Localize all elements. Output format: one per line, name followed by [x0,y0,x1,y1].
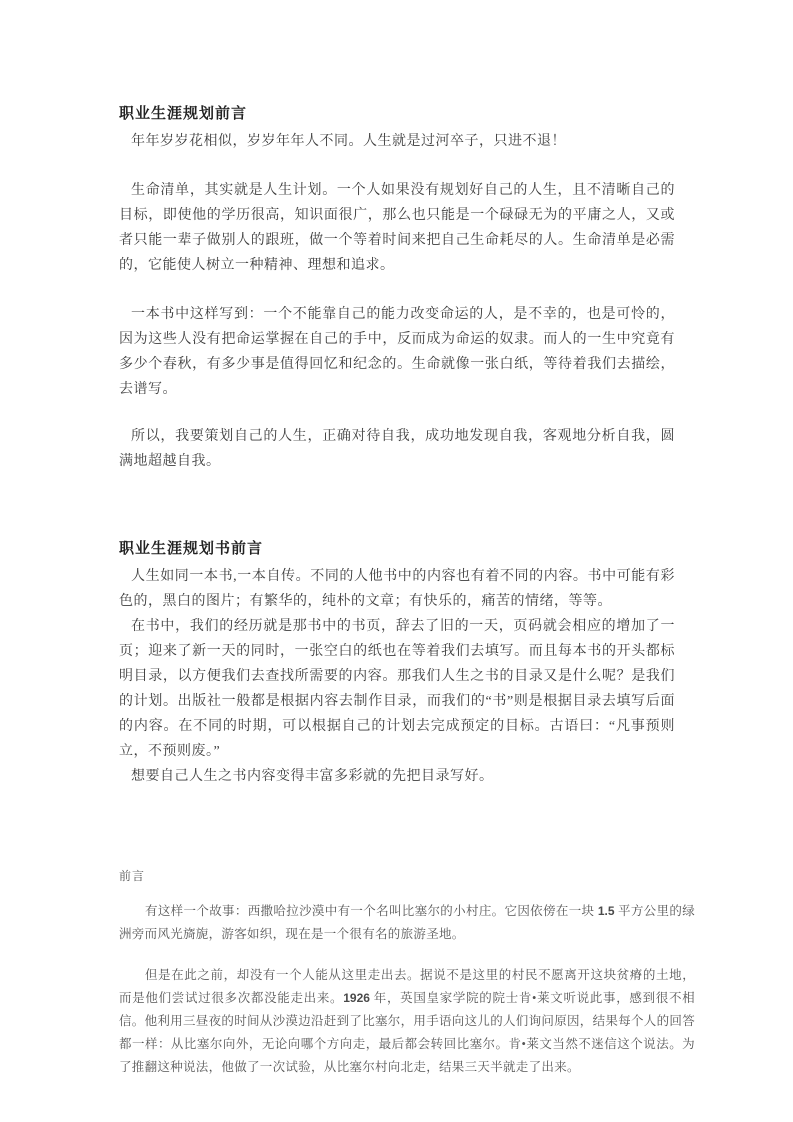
paragraph: 生命清单，其实就是人生计划。一个人如果没有规划好自己的人生，且不清晰自己的目标，即使他的学历很高，知识面很广，那么也只能是一个碌碌无为的平庸之人，又或者只能一辈子做别人的跟班，做一个等着时间来把自己生命耗尽的人。生命清单是必需的，它能使人树立一种精神、理想和追求。 [119,183,675,273]
text-run: 1.5 [597,904,615,918]
text-run: 有这样一个故事：西撒哈拉沙漠中有一个名叫比塞尔的小村庄。它因依傍在一块 [145,904,598,918]
text-run: 但是在此之前，却没有一个人能从这里走出去。据说不是这里的村民不愿离开这块贫瘠的土地，而是他们尝试过很多次都没能走出来。 [119,968,695,1005]
text-run: 1926 [343,991,370,1005]
paragraph: 在书中，我们的经历就是那书中的书页，辞去了旧的一天，页码就会相应的增加了一页；迎来了新一天的同时，一张空白的纸也在等着我们去填写。而且每本书的开头都标明目录，以方便我们去查找所需要的内容。那我们人生之书的目录又是什么呢？是我们的计划。出版社一般都是根据内容去制作目录，而我们的“书”则是根据目录去填写后面的内容。在不同的时期，可以根据自己的计划去完成预定的目标。古语曰：“凡事预则立，不预则废。” [119,619,675,759]
text-run: 平方公里的绿洲旁而风光旖旎，游客如织，现在是一个很有名的旅游圣地。 [119,904,695,941]
paragraph: 年年岁岁花相似，岁岁年年人不同。人生就是过河卒子，只进不退！ [131,134,566,149]
text-run: 年，英国皇家学院的院士肯•莱文听说此事，感到很不相信。他利用三昼夜的时间从沙漠边沿赶到了比塞尔，用手语向这儿的人们询问原因，结果每个人的回答都一样：从比塞尔向外，无论向哪个方向走，最后都会转回比塞尔。肯•莱文当然不迷信这个说法。为了推翻这种说法，他做了一次试验，从比塞尔村向北走，结果三天半就走了出来。 [119,991,696,1074]
paragraph [119,900,695,946]
paragraph [119,964,695,1079]
section3-heading: 前言 [119,869,146,883]
paragraph: 所以，我要策划自己的人生，正确对待自我，成功地发现自我，客观地分析自我，圆满地超越自我。 [119,429,675,469]
paragraph: 想要自己人生之书内容变得丰富多彩就的先把目录写好。 [131,769,494,784]
section3-preface [119,867,695,1079]
section2-heading: 职业生涯规划书前言 [119,541,264,557]
paragraph: 一本书中这样写到：一个不能靠自己的能力改变命运的人，是不幸的，也是可怜的，因为这些人没有把命运掌握在自己的手中，反而成为命运的奴隶。而人的一生中究竟有多少个春秋，有多少事是值得回忆和纪念的。生命就像一张白纸，等待着我们去描绘，去谱写。 [119,307,675,397]
document-content [119,0,696,1079]
section1-heading: 职业生涯规划前言 [119,106,248,122]
paragraph: 人生如同一本书,一本自传。不同的人他书中的内容也有着不同的内容。书中可能有彩色的，黑白的图片；有繁华的，纯朴的文章；有快乐的，痛苦的情绪，等等。 [119,569,675,609]
